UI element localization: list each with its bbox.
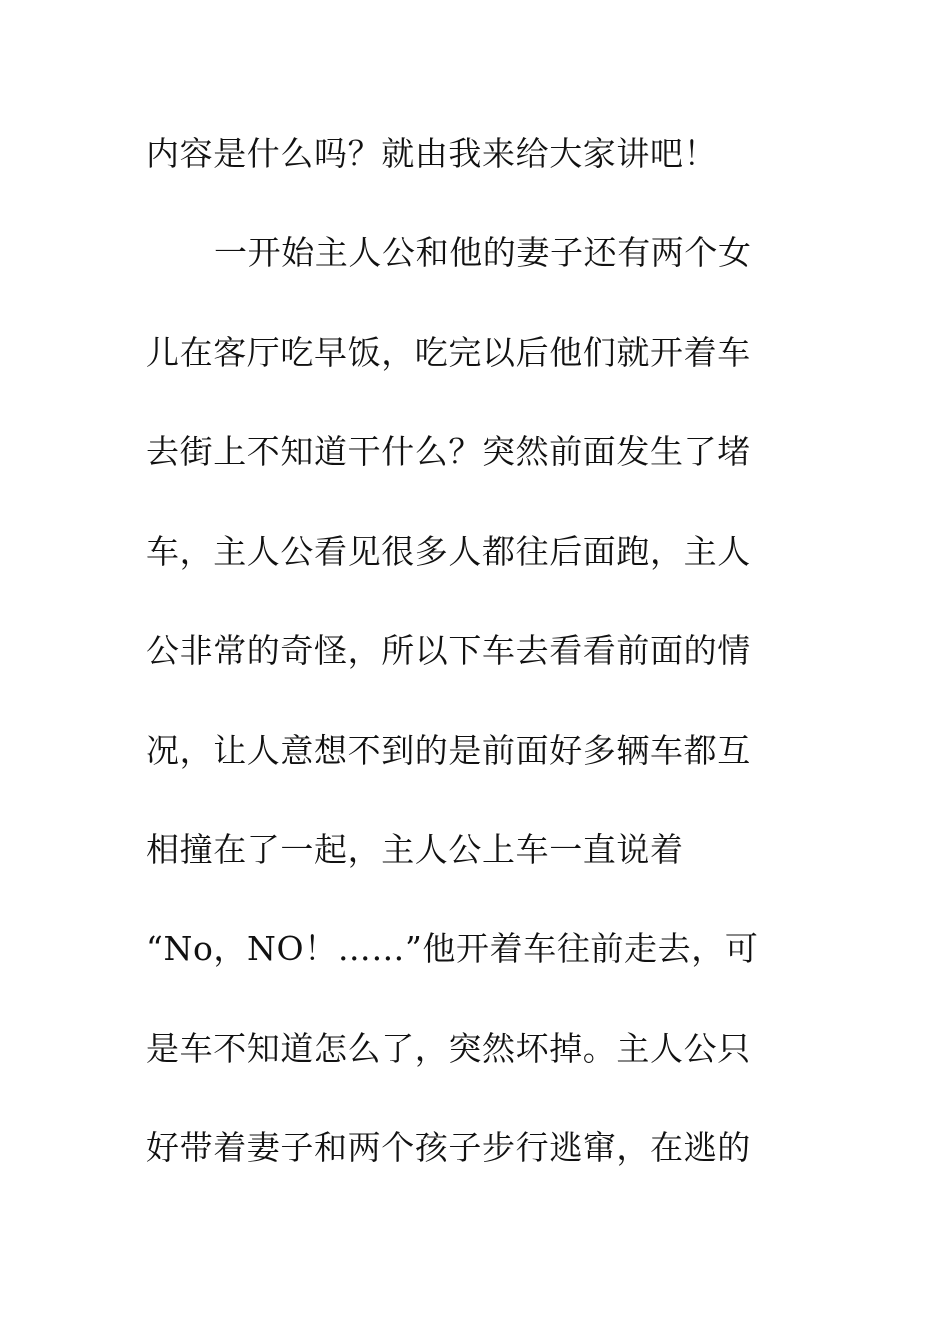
text-line: 况，让人意想不到的是前面好多辆车都互 bbox=[146, 731, 751, 770]
text-line: 内容是什么吗？就由我来给大家讲吧！ bbox=[146, 134, 718, 173]
text-line: 相撞在了一起，主人公上车一直说着 bbox=[146, 830, 684, 869]
text-line: 好带着妻子和两个孩子步行逃窜，在逃的 bbox=[146, 1128, 751, 1167]
text-line: 去街上不知道干什么？突然前面发生了堵 bbox=[146, 432, 751, 471]
text-line: “No，NO！……”他开着车往前走去，可 bbox=[146, 929, 759, 968]
text-line: 车，主人公看见很多人都往后面跑，主人 bbox=[146, 532, 751, 571]
text-line: 公非常的奇怪，所以下车去看看前面的情 bbox=[146, 631, 751, 670]
paragraph-first-line: 一开始主人公和他的妻子还有两个女 bbox=[214, 233, 752, 272]
text-line: 儿在客厅吃早饭，吃完以后他们就开着车 bbox=[146, 333, 751, 372]
text-line: 是车不知道怎么了，突然坏掉。主人公只 bbox=[146, 1029, 751, 1068]
